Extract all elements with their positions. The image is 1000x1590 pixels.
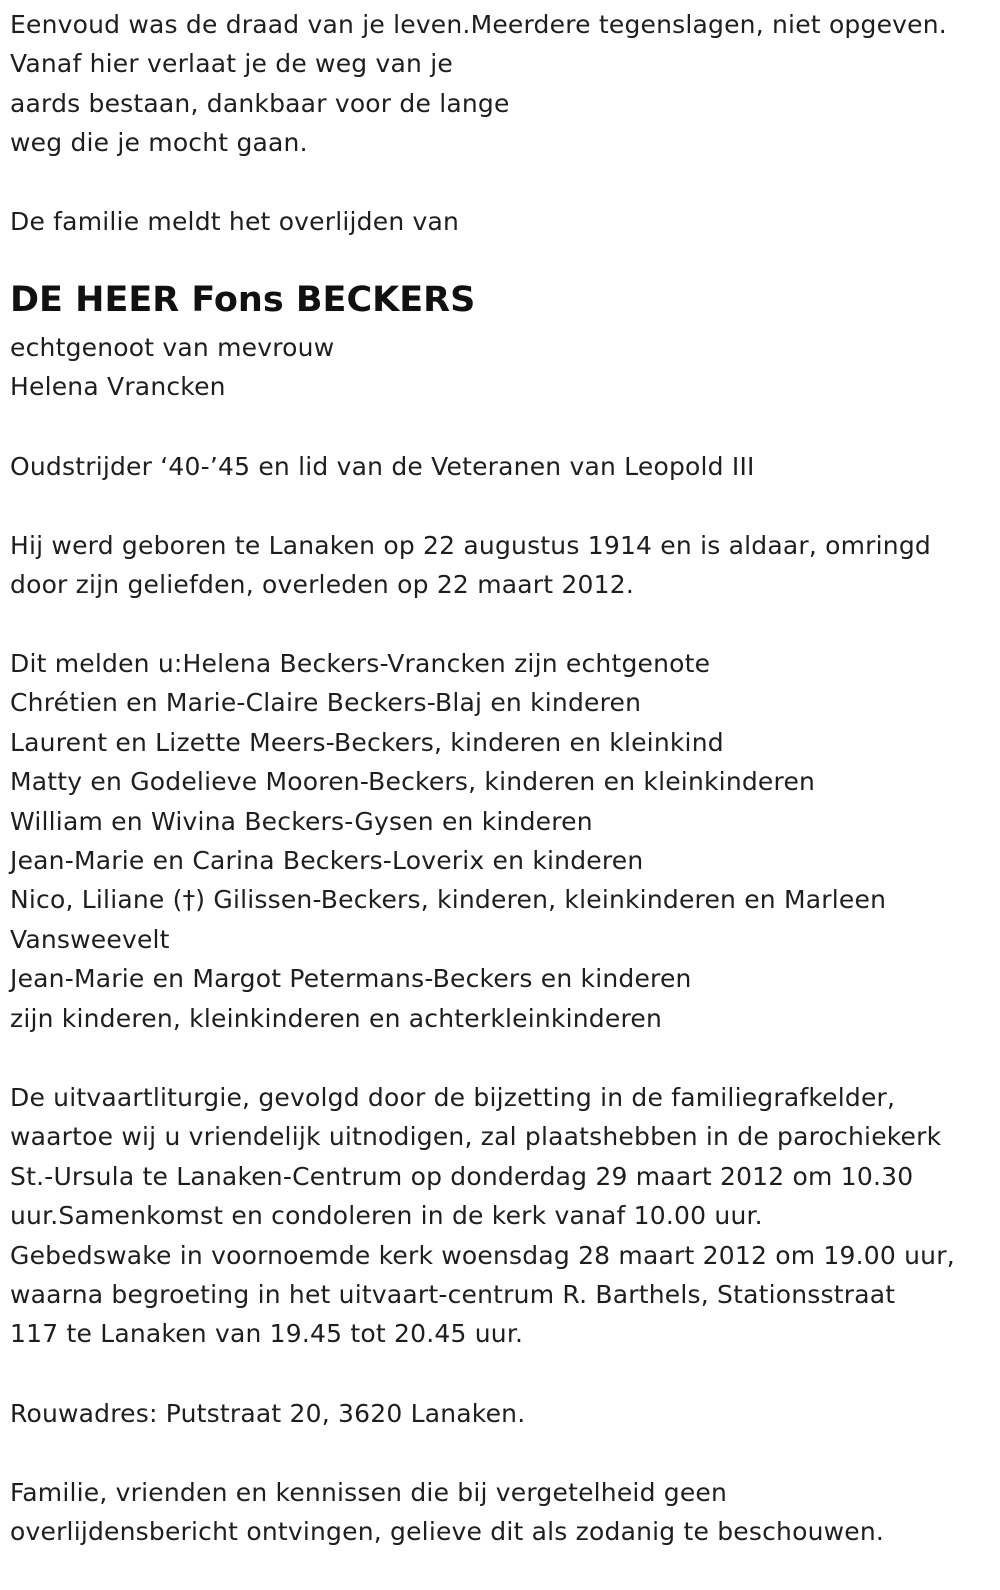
- birth: [10, 526, 990, 605]
- family-line: Jean-Marie en Carina Beckers-Loverix en kinderen: [10, 846, 644, 876]
- family-list: [10, 644, 990, 1038]
- family-line: Nico, Liliane (†) Gilissen-Beckers, kinderen, kleinkinderen en Marleen: [10, 885, 887, 915]
- veteran-text: Oudstrijder ‘40-’45 en lid van de Veteranen van Leopold III: [10, 452, 755, 481]
- veteran: [10, 447, 990, 486]
- spouse-line: Helena Vrancken: [10, 372, 226, 402]
- address-text: Rouwadres: Putstraat 20, 3620 Lanaken.: [10, 1399, 526, 1428]
- intro: [10, 202, 990, 241]
- family-line: zijn kinderen, kleinkinderen en achterkleinkinderen: [10, 1003, 662, 1033]
- birth-line: Hij werd geboren te Lanaken op 22 augustus 1914 en is aldaar, omringd: [10, 531, 931, 560]
- mourning-address: [10, 1394, 990, 1433]
- poem-line: aards bestaan, dankbaar voor de lange: [10, 88, 510, 118]
- poem-line: Eenvoud was de draad van je leven.Meerdere tegenslagen, niet opgeven.: [10, 10, 947, 39]
- poem-line: weg die je mocht gaan.: [10, 128, 308, 158]
- family-line: Vansweevelt: [10, 924, 170, 954]
- spouse-line: echtgenoot van mevrouw: [10, 333, 335, 362]
- family-line: Chrétien en Marie-Claire Beckers-Blaj en kinderen: [10, 688, 642, 718]
- funeral-line: waartoe wij u vriendelijk uitnodigen, zal plaatshebben in de parochiekerk: [10, 1122, 942, 1152]
- funeral-line: St.-Ursula te Lanaken-Centrum op donderdag 29 maart 2012 om 10.30: [10, 1161, 914, 1191]
- birth-line: door zijn geliefden, overleden op 22 maart 2012.: [10, 570, 634, 600]
- family-line: Matty en Godelieve Mooren-Beckers, kinderen en kleinkinderen: [10, 767, 816, 797]
- intro-text: De familie meldt het overlijden van: [10, 207, 460, 236]
- closing-line: overlijdensbericht ontvingen, gelieve dit als zodanig te beschouwen.: [10, 1517, 885, 1547]
- funeral-line: waarna begroeting in het uitvaart-centrum R. Barthels, Stationsstraat: [10, 1280, 896, 1310]
- family-line: William en Wivina Beckers-Gysen en kinderen: [10, 806, 593, 836]
- funeral-line: 117 te Lanaken van 19.45 tot 20.45 uur.: [10, 1319, 524, 1349]
- closing-line: Familie, vrienden en kennissen die bij vergetelheid geen: [10, 1478, 728, 1507]
- family-line: Jean-Marie en Margot Petermans-Beckers en kinderen: [10, 964, 692, 994]
- funeral-details: [10, 1078, 990, 1354]
- funeral-line: Gebedswake in voornoemde kerk woensdag 28 maart 2012 om 19.00 uur,: [10, 1240, 955, 1270]
- family-line: Dit melden u:Helena Beckers-Vrancken zijn echtgenote: [10, 649, 711, 678]
- family-line: Laurent en Lizette Meers-Beckers, kinderen en kleinkind: [10, 727, 724, 757]
- poem-line: Vanaf hier verlaat je de weg van je: [10, 49, 453, 79]
- closing: [10, 1473, 990, 1552]
- poem: [10, 5, 990, 163]
- funeral-line: De uitvaartliturgie, gevolgd door de bijzetting in de familiegrafkelder,: [10, 1083, 896, 1112]
- spouse: [10, 328, 990, 407]
- funeral-line: uur.Samenkomst en condoleren in de kerk vanaf 10.00 uur.: [10, 1201, 763, 1231]
- deceased-name: DE HEER Fons BECKERS: [10, 280, 476, 320]
